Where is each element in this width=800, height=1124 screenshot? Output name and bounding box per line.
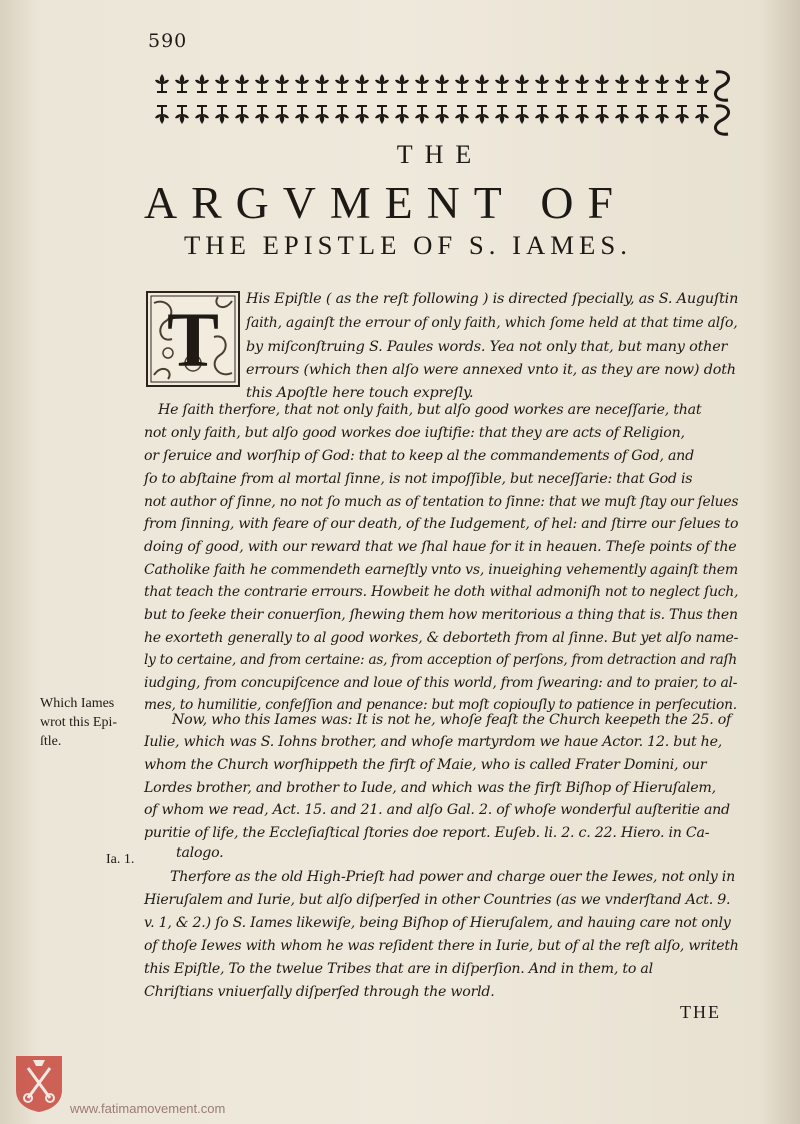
body-line: talogo.: [176, 845, 224, 861]
body-line: Now, who this Iames was: It is not he, whoſe feaſt the Church keepeth the 25. of: [172, 712, 732, 728]
drop-cap-letter: T: [166, 296, 220, 383]
body-line: Hieruſalem and Iurie, but alſo diſperſed in other Countries (as we vnderſtand Act. 9.: [144, 892, 731, 908]
intro-line: this Apoſtle here touch expreſly.: [246, 385, 474, 401]
margin-note-line: wrot this Epi-: [40, 715, 117, 730]
margin-note-which-iames: [40, 694, 130, 751]
body-line: of whom we read, Act. 15. and 21. and alſo Gal. 2. of whoſe wonderful auſteritie and: [144, 802, 730, 818]
body-line: of thoſe Iewes with whom he was reſident there in Iurie, but of al the reſt alſo, writeth: [144, 938, 739, 954]
body-line: or ſeruice and worſhip of God: that to keep al the commandements of God, and: [144, 448, 694, 464]
body-line: Catholike faith he commendeth earneſtly vnto vs, inueighing vehemently againſt them: [144, 562, 738, 578]
body-line: Therfore as the old High-Prieſt had power and charge ouer the Iewes, not only in: [170, 869, 735, 885]
body-line: this Epiſtle, To the twelue Tribes that are in diſperſion. And in them, to al: [144, 961, 653, 977]
title-the: THE: [396, 140, 484, 169]
fleuron-ornament-icon: [150, 66, 738, 138]
title-argument: ARGVMENT OF: [144, 177, 628, 228]
margin-note-line: Which Iames: [40, 696, 115, 711]
body-line: Iulie, which was S. Iohns brother, and whoſe martyrdom we haue Actor. 12. but he,: [144, 734, 722, 750]
body-line: that teach the contrarie errours. Howbeit he doth withal admoniſh not to neglect ſuch,: [144, 584, 739, 600]
intro-line: by miſconſtruing S. Paules words. Yea not only that, but many other: [246, 339, 728, 355]
intro-line: ſaith, againſt the errour of only faith, which ſome held at that time alſo,: [246, 315, 738, 331]
body-line: v. 1, & 2.) ſo S. Iames likewiſe, being Biſhop of Hieruſalem, and hauing care not only: [144, 915, 731, 931]
margin-note-ia-1: [106, 850, 196, 869]
page-number: 590: [148, 30, 188, 52]
body-line: whom the Church worſhippeth the firſt of Maie, who is called Frater Domini, our: [144, 757, 707, 773]
body-line: Chriſtians vniuerſally diſperſed through the world.: [144, 984, 495, 1000]
body-line: doing of good, with our reward that we ſhal haue for it in heauen. Theſe points of the: [144, 539, 737, 555]
margin-note-line: ſtle.: [40, 734, 62, 749]
papal-keys-seal-icon: [14, 1054, 64, 1114]
body-line: Lordes brother, and brother to Iude, and which was the firſt Biſhop of Hieruſalem,: [144, 780, 716, 796]
body-line: He ſaith therfore, that not only faith, but alſo good workes are neceſſarie, that: [158, 402, 702, 418]
body-line: ly to certaine, and from certaine: as, from acception of perſons, from detraction and raſh: [144, 652, 737, 668]
body-line: iudging, from concupiſcence and loue of this world, from ſwearing: and to praier, to al-: [144, 675, 738, 691]
body-line: from ſinning, with feare of our death, of the Iudgement, of hel: and ſtirre our ſelues to: [144, 516, 739, 532]
body-line: mes, to humilitie, confeſſion and penance: but moſt copiouſly to patience in perſecution.: [144, 697, 737, 713]
intro-line: His Epiſtle ( as the reſt following ) is directed ſpecially, as S. Auguſtin: [246, 291, 739, 307]
body-line: but to ſeeke their conuerſion, ſhewing them how meritorious a thing that is. Thus then: [144, 607, 738, 623]
body-line: puritie of life, the Eccleſiaſtical ſtories doe report. Euſeb. li. 2. c. 22. Hiero. in Ca-: [144, 825, 710, 841]
catchword: THE: [680, 1002, 721, 1022]
drop-cap: [146, 291, 240, 387]
margin-note-line: Ia. 1.: [106, 852, 135, 867]
body-line: ſo to abſtaine from al mortal ſinne, is not impoſſible, but neceſſarie: that God is: [144, 471, 693, 487]
title-epistle: THE EPISTLE OF S. IAMES.: [184, 230, 632, 260]
body-line: he exorteth generally to al good workes, & deborteth from al ſinne. But yet alſo name-: [144, 630, 739, 646]
body-line: not author of ſinne, no not ſo much as of tentation to ſinne: that we muſt ſtay our ſelues: [144, 494, 739, 510]
body-line: not only faith, but alſo good workes doe iuſtifie: that they are acts of Religion,: [144, 425, 685, 441]
watermark-url: www.fatimamovement.com: [70, 1101, 226, 1116]
intro-line: errours (which then alſo were annexed vnto it, as they are now) doth: [246, 362, 736, 378]
